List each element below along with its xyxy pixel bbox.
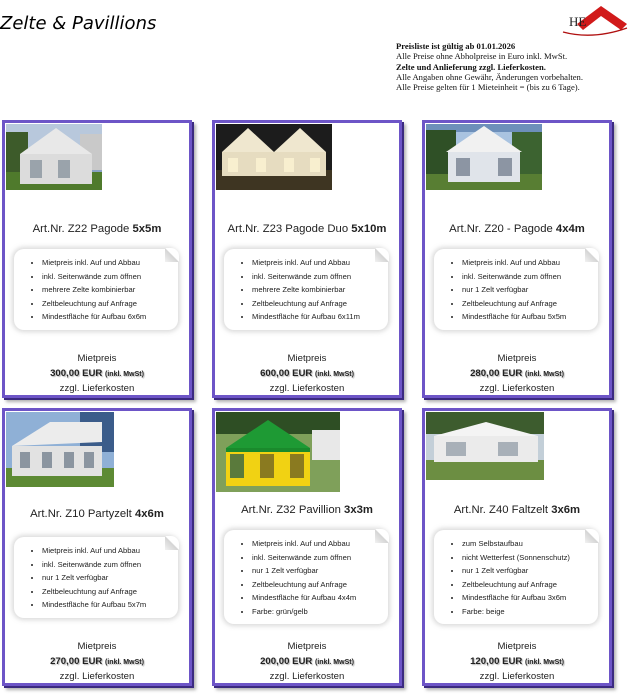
feature-box (14, 537, 178, 618)
feature-item: • Mietpreis inkl. Auf und Abbau (42, 256, 178, 270)
price-value: 300,00 EUR (inkl. MwSt) (50, 368, 144, 379)
feature-item: • Zeltbeleuchtung auf Anfrage (462, 578, 598, 592)
feature-item: • inkl. Seitenwände zum öffnen (252, 551, 388, 565)
tent-photo (6, 124, 102, 190)
article-title: Art.Nr. Z20 - Pagode 4x4m (449, 223, 585, 235)
feature-item: • Zeltbeleuchtung auf Anfrage (252, 578, 388, 592)
product-card-z40[interactable] (422, 408, 612, 686)
feature-item: • inkl. Seitenwände zum öffnen (462, 270, 598, 284)
price-label: Mietpreis (287, 353, 327, 364)
article-title: Art.Nr. Z23 Pagode Duo 5x10m (227, 223, 387, 235)
price-value: 600,00 EUR (inkl. MwSt) (260, 368, 354, 379)
feature-item: • Farbe: beige (462, 605, 598, 619)
feature-item: • Mindestfläche für Aufbau 4x4m (252, 591, 388, 605)
feature-item: • Mindestfläche für Aufbau 5x5m (462, 310, 598, 324)
company-logo (557, 2, 629, 42)
product-card-z23[interactable] (212, 120, 402, 398)
tent-photo (216, 124, 332, 190)
product-card-z22[interactable] (2, 120, 192, 398)
price-note: zzgl. Lieferkosten (269, 671, 345, 682)
feature-item: • zum Selbstaufbau (462, 537, 598, 551)
feature-item: • Zeltbeleuchtung auf Anfrage (462, 297, 598, 311)
feature-item: • Mietpreis inkl. Auf und Abbau (252, 537, 388, 551)
price-block (5, 352, 189, 396)
price-note: zzgl. Lieferkosten (479, 671, 555, 682)
article-title: Art.Nr. Z32 Pavillion 3x3m (241, 504, 373, 516)
info-line: Preisliste ist gültig ab 01.01.2026 (396, 41, 516, 51)
feature-item: • Zeltbeleuchtung auf Anfrage (42, 297, 178, 311)
tent-photo (426, 124, 542, 190)
price-value: 270,00 EUR (inkl. MwSt) (50, 656, 144, 667)
price-note: zzgl. Lieferkosten (269, 383, 345, 394)
tent-photo (6, 412, 114, 487)
feature-item: • nicht Wetterfest (Sonnenschutz) (462, 551, 598, 565)
price-block (5, 640, 189, 684)
price-block (215, 640, 399, 684)
price-label: Mietpreis (497, 641, 537, 652)
info-line: Alle Preise gelten für 1 Mieteinheit = (bis zu 6 Tage). (396, 82, 580, 93)
tent-photo (426, 412, 544, 480)
price-note: zzgl. Lieferkosten (479, 383, 555, 394)
feature-box (224, 530, 388, 624)
feature-item: • Mietpreis inkl. Auf und Abbau (252, 256, 388, 270)
info-line: Zelte und Anlieferung zzgl. Lieferkosten. (396, 61, 546, 72)
feature-item: • inkl. Seitenwände zum öffnen (42, 270, 178, 284)
info-line: Alle Preise ohne Abholpreise in Euro inkl. MwSt. (396, 51, 568, 62)
price-label: Mietpreis (287, 641, 327, 652)
info-line: Alle Angaben ohne Gewähr, Änderungen vorbehalten. (396, 71, 583, 82)
tent-photo (216, 412, 340, 492)
feature-item: • Mindestfläche für Aufbau 6x6m (42, 310, 178, 324)
article-title: Art.Nr. Z10 Partyzelt 4x6m (30, 508, 164, 520)
feature-item: • nur 1 Zelt verfügbar (462, 283, 598, 297)
price-note: zzgl. Lieferkosten (59, 671, 135, 682)
feature-item: • Mindestfläche für Aufbau 6x11m (252, 310, 388, 324)
price-value: 200,00 EUR (inkl. MwSt) (260, 656, 354, 667)
feature-item: • Mindestfläche für Aufbau 3x6m (462, 591, 598, 605)
price-note: zzgl. Lieferkosten (59, 383, 135, 394)
feature-item: • mehrere Zelte kombinierbar (252, 283, 388, 297)
product-card-z10[interactable] (2, 408, 192, 686)
logo-text: HE (569, 14, 587, 29)
price-label: Mietpreis (77, 641, 117, 652)
feature-box (14, 249, 178, 330)
feature-item: • Mindestfläche für Aufbau 5x7m (42, 598, 178, 612)
feature-box (434, 249, 598, 330)
price-block (425, 640, 609, 684)
feature-box (434, 530, 598, 624)
price-label: Mietpreis (77, 353, 117, 364)
page-title: Zelte & Pavillions (0, 13, 157, 34)
feature-item: • inkl. Seitenwände zum öffnen (42, 558, 178, 572)
feature-item: • Mietpreis inkl. Auf und Abbau (462, 256, 598, 270)
price-value: 280,00 EUR (inkl. MwSt) (470, 368, 564, 379)
feature-item: • mehrere Zelte kombinierbar (42, 283, 178, 297)
feature-box (224, 249, 388, 330)
feature-item: • nur 1 Zelt verfügbar (462, 564, 598, 578)
price-label: Mietpreis (497, 353, 537, 364)
feature-item: • Mietpreis inkl. Auf und Abbau (42, 544, 178, 558)
price-block (425, 352, 609, 396)
article-title: Art.Nr. Z40 Faltzelt 3x6m (453, 504, 581, 516)
price-block (215, 352, 399, 396)
price-value: 120,00 EUR (inkl. MwSt) (470, 656, 564, 667)
feature-item: • Farbe: grün/gelb (252, 605, 388, 619)
product-card-z20[interactable] (422, 120, 612, 398)
price-info (396, 41, 628, 92)
article-title: Art.Nr. Z22 Pagode 5x5m (32, 223, 162, 235)
feature-item: • inkl. Seitenwände zum öffnen (252, 270, 388, 284)
feature-item: • nur 1 Zelt verfügbar (42, 571, 178, 585)
feature-item: • Zeltbeleuchtung auf Anfrage (252, 297, 388, 311)
feature-item: • Zeltbeleuchtung auf Anfrage (42, 585, 178, 599)
feature-item: • nur 1 Zelt verfügbar (252, 564, 388, 578)
product-card-z32[interactable] (212, 408, 402, 686)
